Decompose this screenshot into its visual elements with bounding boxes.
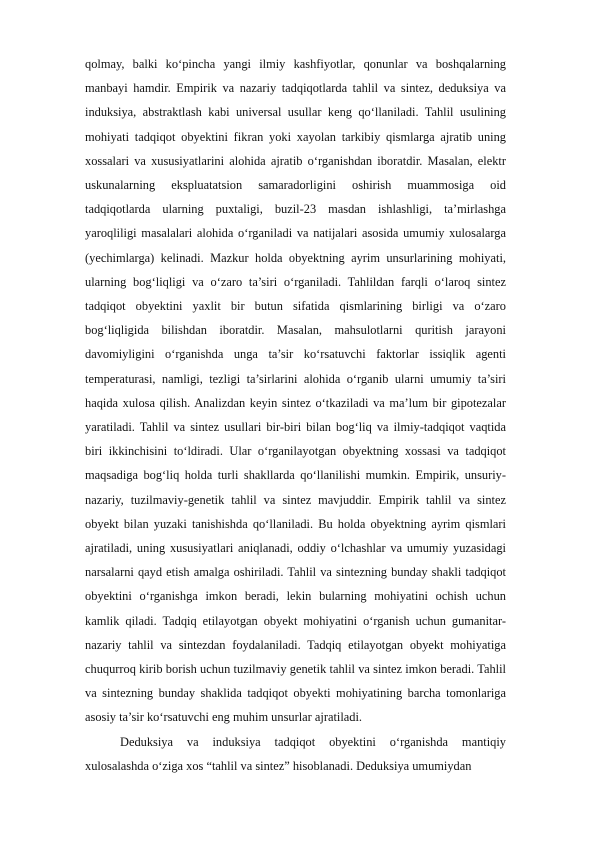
paragraph-2: Deduksiya va induksiya tadqiqot obyektini o‘rganishda mantiqiy xulosalashda o‘ziga xos “tahlil va sintez” hisoblanadi. Deduksiya umumiydan bbox=[85, 734, 506, 773]
paragraph-1: qolmay, balki ko‘pincha yangi ilmiy kashfiyotlar, qonunlar va boshqalarning manbayi hamdir. Empirik va nazariy tadqiqotlarda tahlil va sintez, deduksiya va induksiya, abstraktlash kabi universal usullar keng qo‘llaniladi. Tahlil usulining mohiyati tadqiqot obyektini fikran yoki xayolan tarkibiy qismlarga ajratib uning xossalari va xususiyatlarini alohida ajratib o‘rganishdan iboratdir. Masalan, elektr uskunalarning ekspluatatsion samaradorligini oshirish muammosiga oid tadqiqotlarda ularning puxtaligi, buzil-23 masdan ishlashligi, ta’mirlashga yaroqliligi masalalari alohida o‘rganiladi va natijalari asosida umumiy xulosalarga (yechimlarga) kelinadi. Mazkur holda obyektning ayrim unsurlarining mohiyati, ularning bog‘liqligi va o‘zaro ta’siri o‘rganiladi. Tahlildan farqli o‘laroq sintez tadqiqot obyektini yaxlit bir butun sifatida qismlarining birligi va o‘zaro bog‘liqligida bilishdan iboratdir. Masalan, mahsulotlarni quritish jarayoni davomiyligini o‘rganishda unga ta’sir ko‘rsatuvchi faktorlar issiqlik agenti temperaturasi, namligi, tezligi ta’sirlarini alohida o‘rganib ularni umumiy ta’siri haqida xulosa qilish. Analizdan keyin sintez o‘tkaziladi va ma’lum bir gipotezalar yaratiladi. Tahlil va sintez usullari bir-biri bilan bog‘liq va ilmiy-tadqiqot vaqtida biri ikkinchisini to‘ldiradi. Ular o‘rganilayotgan obyektning xossasi va tadqiqot maqsadiga bog‘liq holda turli shakllarda qo‘llanilishi mumkin. Empirik, unsuriy-nazariy, tuzilmaviy-genetik tahlil va sintez mavjuddir. Empirik tahlil va sintez obyekt bilan yuzaki tanishishda qo‘llaniladi. Bu holda obyektning ayrim qismlari ajratiladi, uning xususiyatlari aniqlanadi, oddiy o‘lchashlar va umumiy yuzasidagi narsalarni qayd etish amalga oshiriladi. Tahlil va sintezning bunday shakli tadqiqot obyektini o‘rganishga imkon beradi, lekin bularning mohiyatini ochish uchun kamlik qiladi. Tadqiq etilayotgan obyekt mohiyatini o‘rganish uchun gumanitar-nazariy tahlil va sintezdan foydalaniladi. Tadqiq etilayotgan obyekt mohiyatiga chuqurroq kirib borish uchun tuzilmaviy genetik tahlil va sintez imkon beradi. Tahlil va sintezning bunday shaklida tadqiqot obyekti mohiyatining barcha tomonlariga asosiy ta’sir ko‘rsatuvchi eng muhim unsurlar ajratiladi. bbox=[85, 57, 506, 725]
document-page bbox=[85, 52, 506, 778]
